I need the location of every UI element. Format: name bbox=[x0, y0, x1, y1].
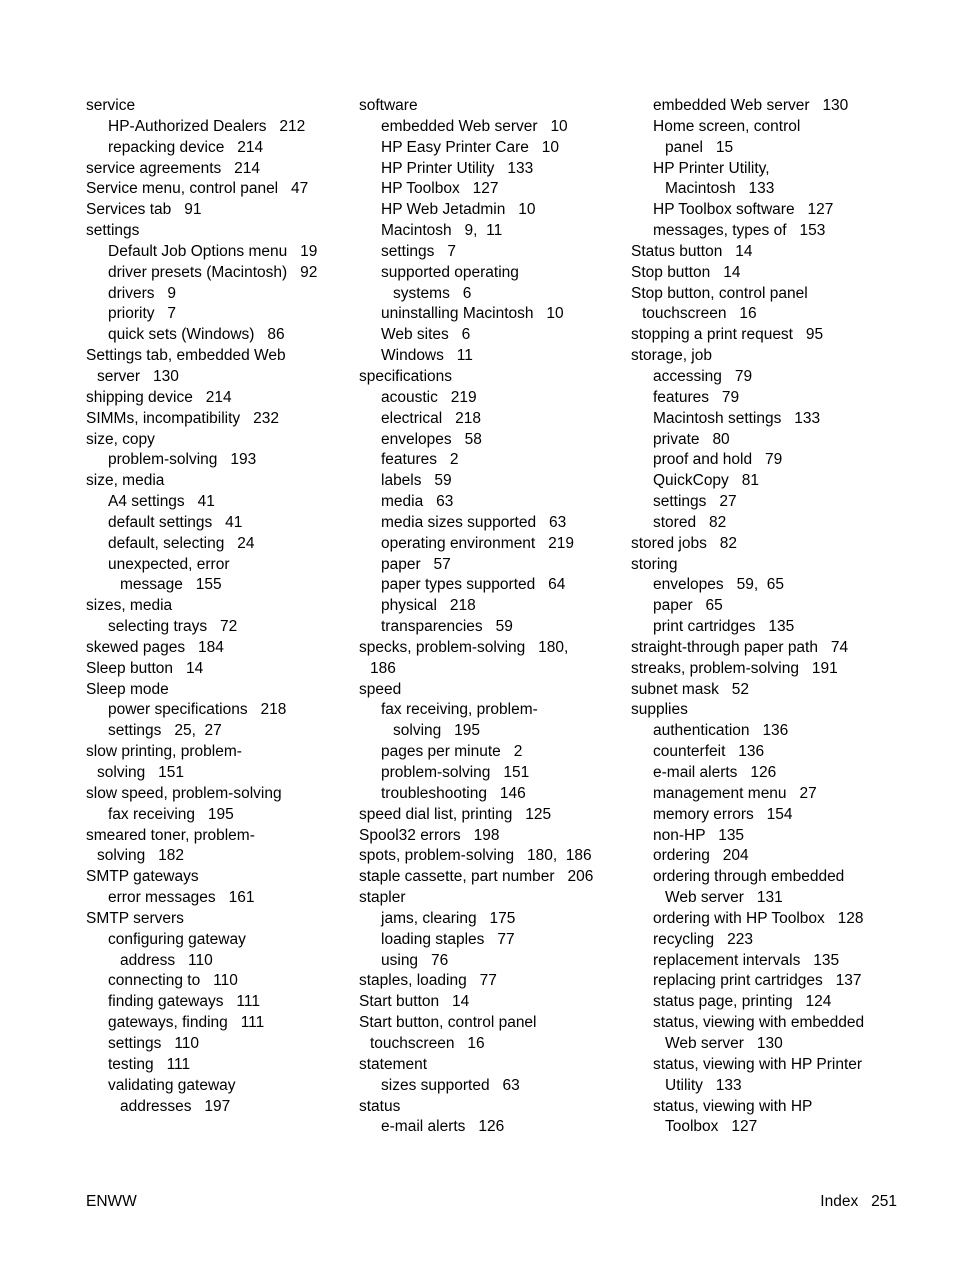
index-entry: private 80 bbox=[653, 430, 730, 448]
index-entry: features 79 bbox=[653, 388, 740, 406]
index-entry: authentication 136 bbox=[653, 722, 789, 740]
index-entry: Default Job Options menu 19 bbox=[108, 242, 318, 260]
index-entry: SIMMs, incompatibility 232 bbox=[86, 409, 279, 427]
index-entry: repacking device 214 bbox=[108, 138, 264, 156]
index-entry: smeared toner, problem- bbox=[86, 826, 255, 844]
index-entry: drivers 9 bbox=[108, 284, 177, 302]
index-entry: status, viewing with HP bbox=[653, 1097, 813, 1115]
index-entry: envelopes 58 bbox=[381, 430, 482, 448]
index-entry: Sleep button 14 bbox=[86, 659, 204, 677]
index-entry: print cartridges 135 bbox=[653, 618, 795, 636]
index-entry: media sizes supported 63 bbox=[381, 513, 567, 531]
index-entry: Settings tab, embedded Web bbox=[86, 347, 286, 365]
index-column-3 bbox=[631, 96, 893, 1138]
index-entry: Home screen, control bbox=[653, 117, 801, 135]
index-entry: counterfeit 136 bbox=[653, 743, 765, 761]
index-entry: stapler bbox=[359, 889, 406, 907]
index-entry: staples, loading 77 bbox=[359, 972, 497, 990]
index-entry: testing 111 bbox=[108, 1055, 191, 1073]
index-entry: physical 218 bbox=[381, 597, 476, 615]
index-entry: A4 settings 41 bbox=[108, 493, 215, 511]
index-entry: troubleshooting 146 bbox=[381, 784, 526, 802]
index-entry: specifications bbox=[359, 367, 453, 385]
index-entry: management menu 27 bbox=[653, 784, 817, 802]
index-entry: error messages 161 bbox=[108, 889, 255, 907]
index-entry: supported operating bbox=[381, 263, 519, 281]
index-entry: jams, clearing 175 bbox=[381, 909, 516, 927]
index-entry: straight-through paper path 74 bbox=[631, 638, 849, 656]
footer-left: ENWW bbox=[86, 1193, 137, 1210]
index-entry: HP Printer Utility, bbox=[653, 159, 770, 177]
index-entry: Spool32 errors 198 bbox=[359, 826, 500, 844]
index-entry: speed bbox=[359, 680, 402, 698]
index-entry: touchscreen 16 bbox=[642, 305, 757, 323]
index-entry: systems 6 bbox=[393, 284, 472, 302]
index-entry: default settings 41 bbox=[108, 513, 243, 531]
index-entry: fax receiving 195 bbox=[108, 805, 234, 823]
index-entry: ordering through embedded bbox=[653, 868, 845, 886]
index-entry: HP Easy Printer Care 10 bbox=[381, 138, 560, 156]
index-entry: connecting to 110 bbox=[108, 972, 238, 990]
index-entry: default, selecting 24 bbox=[108, 534, 255, 552]
index-entry: service agreements 214 bbox=[86, 159, 261, 177]
index-entry: solving 182 bbox=[97, 847, 185, 865]
index-entry: staple cassette, part number 206 bbox=[359, 868, 594, 886]
index-entry: acoustic 219 bbox=[381, 388, 477, 406]
index-entry: HP Toolbox 127 bbox=[381, 180, 499, 198]
index-entry: paper 65 bbox=[653, 597, 723, 615]
index-entry: service bbox=[86, 97, 136, 114]
index-entry: transparencies 59 bbox=[381, 618, 513, 636]
index-entry: statement bbox=[359, 1055, 428, 1073]
index-entry: Toolbox 127 bbox=[665, 1118, 758, 1136]
index-entry: spots, problem-solving 180, 186 bbox=[359, 847, 592, 865]
index-entry: paper 57 bbox=[381, 555, 451, 573]
index-entry: stored 82 bbox=[653, 513, 727, 531]
index-entry: selecting trays 72 bbox=[108, 618, 238, 636]
index-entry: specks, problem-solving 180, bbox=[359, 638, 569, 656]
index-entry: Utility 133 bbox=[665, 1076, 742, 1094]
index-entry: e-mail alerts 126 bbox=[381, 1118, 505, 1136]
index-entry: paper types supported 64 bbox=[381, 576, 566, 594]
index-entry: slow speed, problem-solving bbox=[86, 784, 282, 802]
index-entry: Macintosh 133 bbox=[665, 180, 775, 198]
index-entry: embedded Web server 130 bbox=[653, 97, 849, 114]
index-entry: panel 15 bbox=[665, 138, 734, 156]
footer-page-number: Index 251 bbox=[820, 1193, 897, 1210]
index-entry: Web server 131 bbox=[665, 889, 783, 907]
index-entry: HP Toolbox software 127 bbox=[653, 201, 834, 219]
index-entry: status page, printing 124 bbox=[653, 993, 832, 1011]
index-entry: touchscreen 16 bbox=[370, 1034, 485, 1052]
index-entry: priority 7 bbox=[108, 305, 177, 323]
index-entry: uninstalling Macintosh 10 bbox=[381, 305, 564, 323]
index-entry: proof and hold 79 bbox=[653, 451, 783, 469]
index-entry: settings 7 bbox=[381, 242, 456, 260]
index-entry: Macintosh settings 133 bbox=[653, 409, 821, 427]
index-entry: envelopes 59, 65 bbox=[653, 576, 784, 594]
index-entry: storing bbox=[631, 555, 678, 573]
index-entry: Service menu, control panel 47 bbox=[86, 180, 309, 198]
index-entry: storage, job bbox=[631, 347, 712, 365]
index-entry: streaks, problem-solving 191 bbox=[631, 659, 838, 677]
index-entry: stored jobs 82 bbox=[631, 534, 737, 552]
index-entry: Macintosh 9, 11 bbox=[381, 222, 503, 240]
index-entry: accessing 79 bbox=[653, 367, 753, 385]
index-entry: shipping device 214 bbox=[86, 388, 232, 406]
index-entry: using 76 bbox=[381, 951, 449, 969]
index-entry: problem-solving 193 bbox=[108, 451, 257, 469]
index-entry: labels 59 bbox=[381, 472, 452, 490]
index-entry: Stop button, control panel bbox=[631, 284, 808, 302]
index-entry: solving 151 bbox=[97, 764, 185, 781]
index-entry: QuickCopy 81 bbox=[653, 472, 759, 490]
index-entry: HP-Authorized Dealers 212 bbox=[108, 117, 306, 135]
index-entry: Web server 130 bbox=[665, 1034, 783, 1052]
index-entry: subnet mask 52 bbox=[631, 680, 750, 698]
index-entry: stopping a print request 95 bbox=[631, 326, 824, 344]
index-entry: addresses 197 bbox=[120, 1097, 231, 1115]
index-entry: Start button 14 bbox=[359, 993, 470, 1011]
index-entry: 186 bbox=[370, 659, 396, 677]
index-entry: SMTP gateways bbox=[86, 868, 199, 886]
index-entry: server 130 bbox=[97, 367, 179, 385]
index-entry: speed dial list, printing 125 bbox=[359, 805, 552, 823]
index-entry: loading staples 77 bbox=[381, 930, 515, 948]
index-entry: Web sites 6 bbox=[381, 326, 471, 344]
index-entry: settings bbox=[86, 222, 140, 240]
index-entry: problem-solving 151 bbox=[381, 764, 530, 781]
index-entry: HP Web Jetadmin 10 bbox=[381, 201, 536, 219]
index-entry: gateways, finding 111 bbox=[108, 1014, 265, 1032]
index-entry: configuring gateway bbox=[108, 930, 246, 948]
index-entry: memory errors 154 bbox=[653, 805, 793, 823]
index-entry: software bbox=[359, 97, 418, 114]
index-entry: fax receiving, problem- bbox=[381, 701, 538, 719]
index-entry: Status button 14 bbox=[631, 242, 753, 260]
index-entry: unexpected, error bbox=[108, 555, 230, 573]
index-entry: driver presets (Macintosh) 92 bbox=[108, 263, 318, 281]
index-entry: power specifications 218 bbox=[108, 701, 287, 719]
index-entry: sizes, media bbox=[86, 597, 173, 615]
index-column-1 bbox=[86, 96, 348, 1117]
index-entry: sizes supported 63 bbox=[381, 1076, 520, 1094]
index-entry: SMTP servers bbox=[86, 909, 184, 927]
index-entry: settings 25, 27 bbox=[108, 722, 222, 740]
index-entry: replacement intervals 135 bbox=[653, 951, 840, 969]
index-entry: status bbox=[359, 1097, 401, 1115]
index-entry: message 155 bbox=[120, 576, 222, 594]
index-entry: ordering 204 bbox=[653, 847, 749, 865]
index-entry: settings 27 bbox=[653, 493, 737, 511]
index-entry: ordering with HP Toolbox 128 bbox=[653, 909, 864, 927]
index-entry: status, viewing with HP Printer bbox=[653, 1055, 863, 1073]
index-entry: media 63 bbox=[381, 493, 454, 511]
index-entry: recycling 223 bbox=[653, 930, 753, 948]
index-entry: e-mail alerts 126 bbox=[653, 764, 777, 781]
index-entry: electrical 218 bbox=[381, 409, 481, 427]
index-entry: settings 110 bbox=[108, 1034, 200, 1052]
index-entry: Start button, control panel bbox=[359, 1014, 537, 1032]
index-entry: finding gateways 111 bbox=[108, 993, 260, 1011]
index-entry: validating gateway bbox=[108, 1076, 236, 1094]
index-entry: embedded Web server 10 bbox=[381, 117, 568, 135]
index-entry: operating environment 219 bbox=[381, 534, 575, 552]
index-entry: replacing print cartridges 137 bbox=[653, 972, 862, 990]
index-entry: HP Printer Utility 133 bbox=[381, 159, 534, 177]
index-entry: address 110 bbox=[120, 951, 213, 969]
index-entry: pages per minute 2 bbox=[381, 743, 523, 761]
index-entry: Stop button 14 bbox=[631, 263, 741, 281]
index-entry: skewed pages 184 bbox=[86, 638, 224, 656]
index-entry: supplies bbox=[631, 701, 688, 719]
index-entry: features 2 bbox=[381, 451, 459, 469]
index-entry: size, copy bbox=[86, 430, 155, 448]
index-entry: solving 195 bbox=[393, 722, 481, 740]
index-entry: status, viewing with embedded bbox=[653, 1014, 865, 1032]
index-entry: messages, types of 153 bbox=[653, 222, 826, 240]
index-entry: quick sets (Windows) 86 bbox=[108, 326, 285, 344]
index-entry: size, media bbox=[86, 472, 165, 490]
index-entry: Windows 11 bbox=[381, 347, 473, 365]
index-entry: slow printing, problem- bbox=[86, 743, 242, 761]
index-column-2 bbox=[359, 96, 621, 1138]
index-entry: Sleep mode bbox=[86, 680, 169, 698]
index-entry: non-HP 135 bbox=[653, 826, 745, 844]
index-entry: Services tab 91 bbox=[86, 201, 202, 219]
